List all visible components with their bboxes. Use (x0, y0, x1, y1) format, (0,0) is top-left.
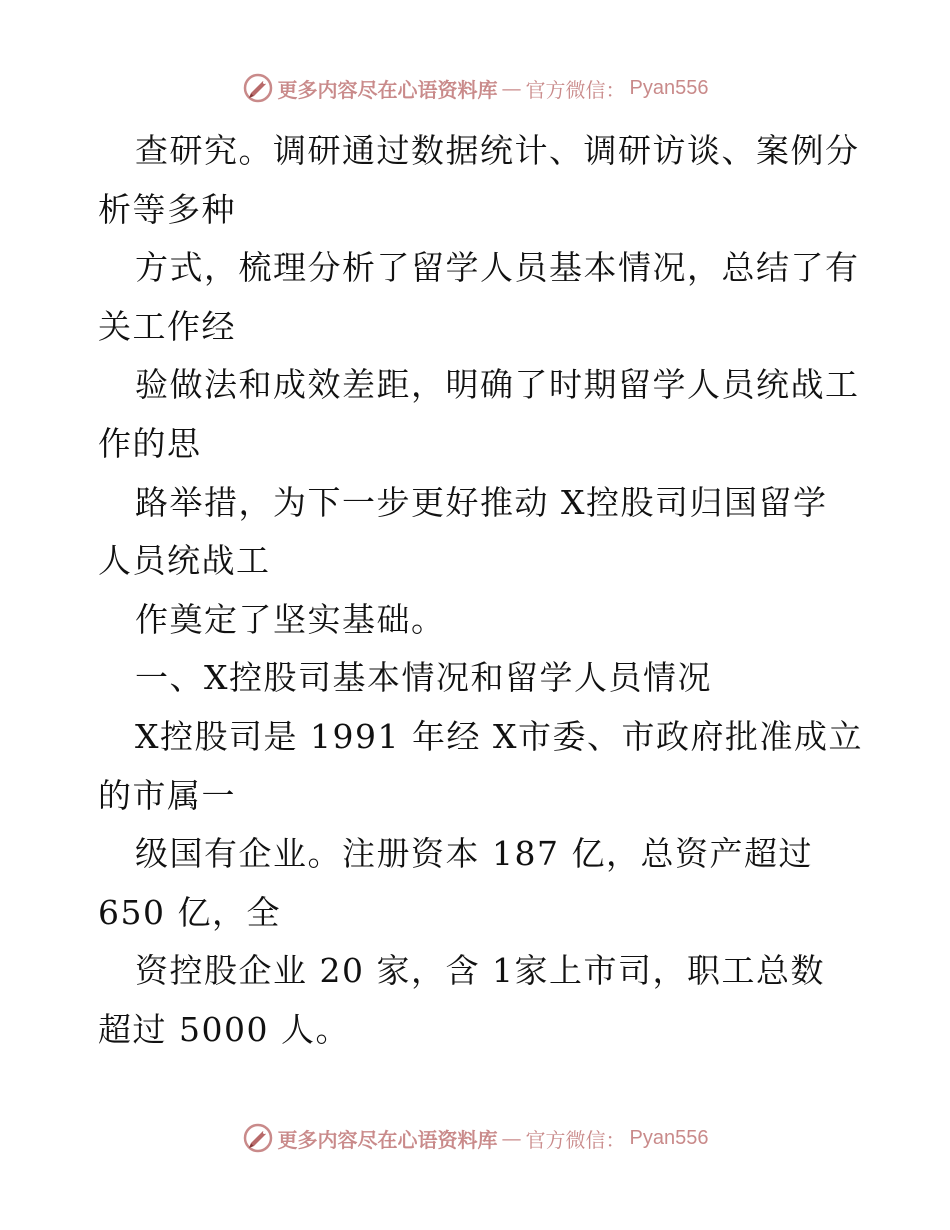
body-line: 人员统战工 (98, 541, 271, 581)
body-line: 650 亿，全 (98, 892, 281, 932)
body-line: 作的思 (98, 423, 202, 463)
watermark-wechat-id: Pyan556 (629, 76, 709, 99)
body-line: 级国有企业。注册资本 187 亿，总资产超过 (135, 834, 813, 874)
body-line: 方式，梳理分析了留学人员基本情况，总结了有 (135, 248, 860, 288)
body-line: 的市属一 (98, 775, 236, 815)
pen-logo-icon (242, 1122, 274, 1154)
pen-logo-icon (242, 72, 274, 104)
body-line: 查研究。调研通过数据统计、调研访谈、案例分 (135, 131, 860, 170)
body-line: 验做法和成效差距，明确了时期留学人员统战工 (135, 365, 860, 405)
watermark-contact-label: 官方微信： (525, 77, 626, 102)
body-line: 路举措，为下一步更好推动 X控股司归国留学 (135, 482, 828, 522)
watermark-wechat-id: Pyan556 (629, 1126, 709, 1149)
body-line: 超过 5000 人。 (98, 1009, 350, 1049)
watermark-text: 更多内容尽在心语资料库 (277, 77, 498, 102)
watermark-dash: — (501, 1126, 522, 1150)
watermark-dash: — (501, 76, 522, 100)
footer-watermark (0, 1122, 950, 1154)
body-line: 析等多种 (98, 189, 236, 229)
document-body (98, 122, 863, 1060)
header-watermark (0, 72, 950, 104)
body-line: 关工作经 (98, 306, 236, 346)
body-line: 作奠定了坚实基础。 (135, 599, 446, 639)
watermark-text: 更多内容尽在心语资料库 (277, 1127, 498, 1152)
section-heading: 一、X控股司基本情况和留学人员情况 (135, 658, 712, 698)
body-line: X控股司是 1991 年经 X市委、市政府批准成立 (135, 716, 863, 756)
body-line: 资控股企业 20 家，含 1家上市司，职工总数 (135, 951, 825, 991)
watermark-contact-label: 官方微信： (525, 1127, 626, 1152)
